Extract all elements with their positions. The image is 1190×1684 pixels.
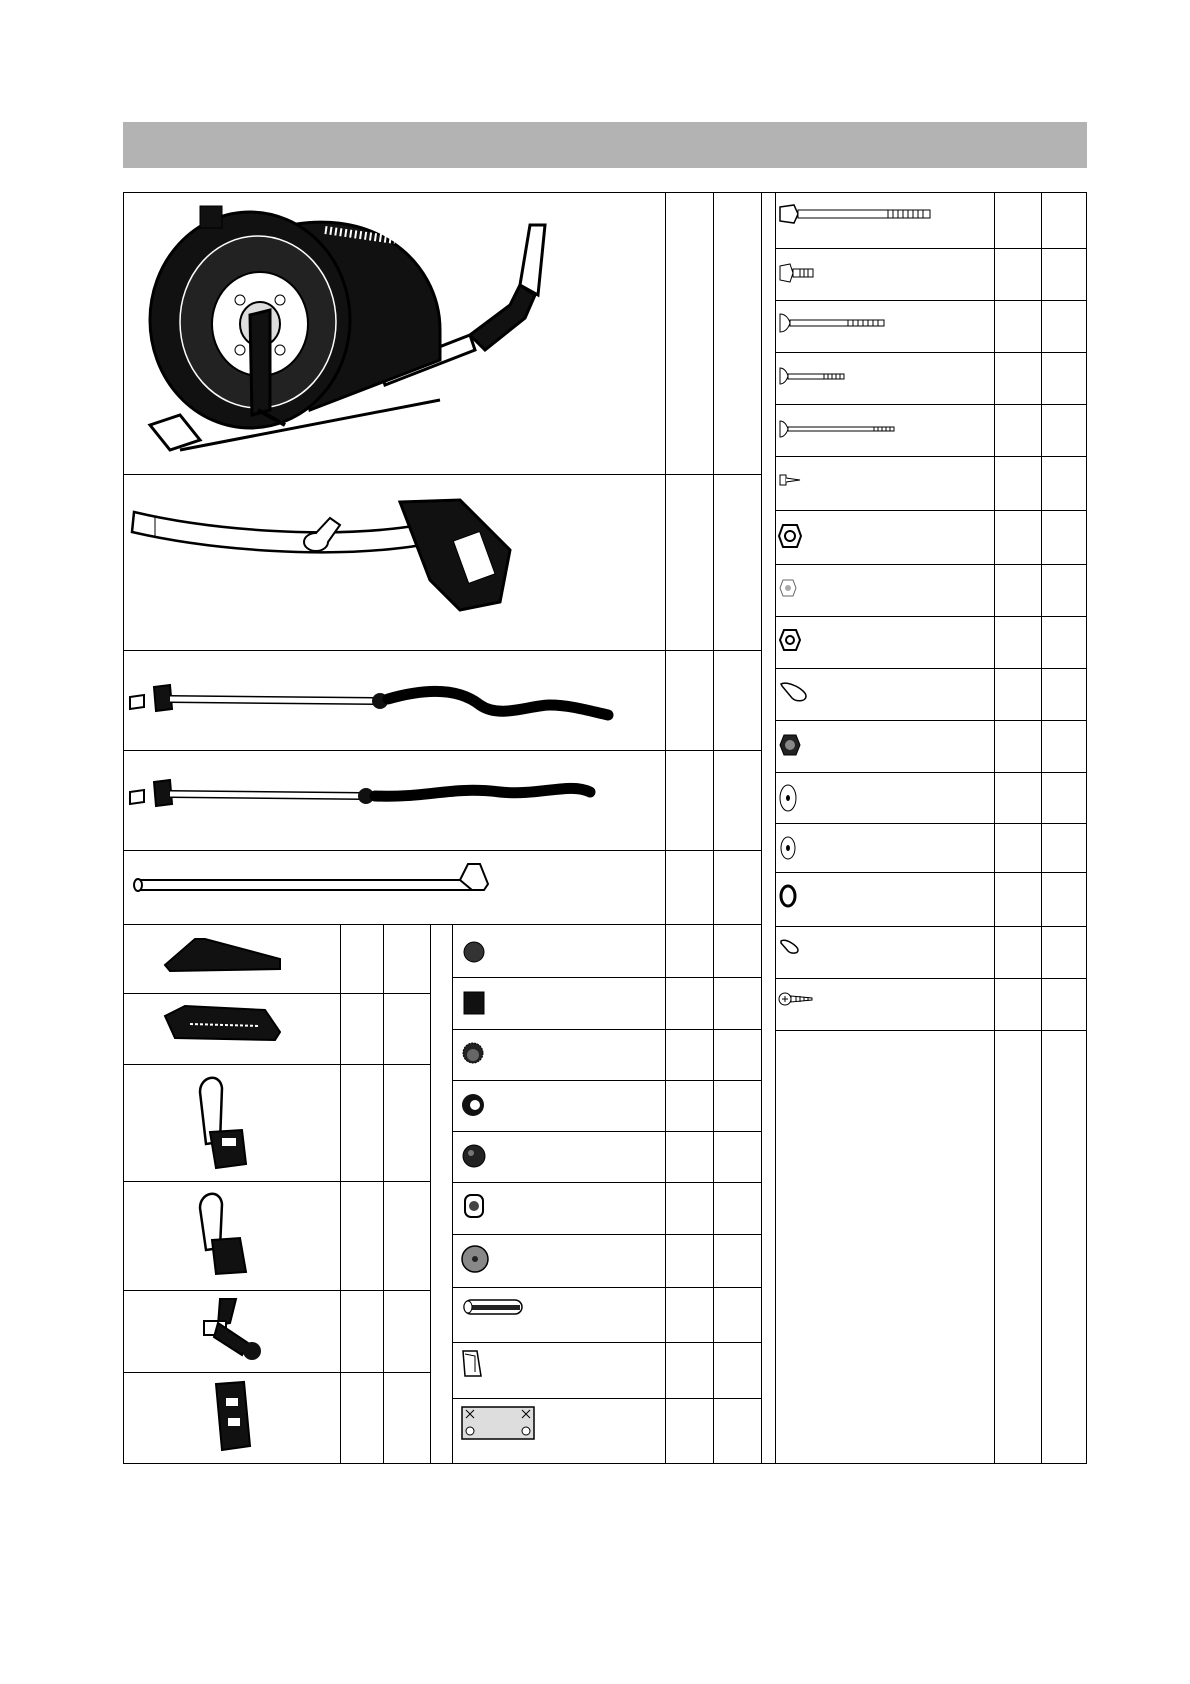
grid-line [452,924,453,1464]
grid-line [452,1234,761,1235]
grid-line [452,1029,761,1030]
grid-line [1041,192,1042,1464]
pedal-right-icon [165,1002,285,1047]
thin-long-bolt-icon [778,418,898,440]
grid-line [761,192,762,1464]
grid-line [340,924,341,1464]
handlebar-right-icon [130,770,610,830]
adjustment-knob-icon [460,1040,486,1066]
grid-line [123,650,761,651]
grid-line [665,192,666,1464]
spacer-icon [462,1193,486,1219]
small-nut-icon [778,578,798,598]
mounting-plate-icon [460,1405,536,1441]
grid-line [123,1181,430,1182]
carriage-bolt-short-icon [778,365,848,387]
grid-line [452,1080,761,1081]
grid-line [452,1182,761,1183]
handlebar-left-icon [130,675,610,735]
grid-line [775,872,1087,873]
small-screw-icon [778,472,808,488]
large-nyloc-nut-icon [778,522,804,550]
dome-cap-icon [461,1143,487,1169]
grid-line [775,564,1087,565]
grid-line [775,823,1087,824]
pedal-arm-right-icon [190,1188,265,1278]
grid-line [775,352,1087,353]
grid-line [430,924,431,1464]
bushing-icon [460,1092,486,1118]
medium-washer-icon [778,834,798,862]
grid-line [775,456,1087,457]
grid-line [775,668,1087,669]
wheel-icon [460,1244,490,1274]
rear-stabilizer-icon [132,858,502,908]
cover-cap-icon [210,1380,260,1455]
lock-washer-icon [778,884,798,908]
axle-tube-icon [460,1297,526,1317]
hex-nut-icon [778,628,802,652]
grid-line [775,510,1087,511]
carriage-bolt-long-icon [778,312,888,334]
grid-line [775,1030,1087,1031]
square-end-cap-icon [462,990,486,1016]
grid-line [775,192,776,1464]
grid-line [452,1342,761,1343]
grid-line [123,474,761,475]
grid-line [123,750,761,751]
round-end-cap-icon [462,940,486,964]
grid-line [123,924,761,925]
grid-line [123,1290,430,1291]
pedal-arm-left-icon [190,1072,265,1172]
grid-line [452,977,761,978]
grid-line [123,1064,430,1065]
grid-line [775,720,1087,721]
clip-icon [460,1348,484,1380]
grid-line [452,1287,761,1288]
phillips-screw-icon [778,990,818,1008]
short-hex-bolt-icon [778,262,818,284]
grid-line [713,192,714,1464]
grid-line [775,404,1087,405]
grid-line [775,616,1087,617]
grid-line [452,1131,761,1132]
pedal-left-icon [165,935,285,975]
grid-line [994,192,995,1464]
grid-line [775,248,1087,249]
grid-line [123,850,761,851]
spring-clip-icon [778,680,812,704]
grid-line [775,772,1087,773]
large-washer-icon [778,782,798,814]
small-clip-icon [778,938,804,958]
front-post-with-console-icon [130,490,530,640]
main-frame-flywheel-icon [140,200,580,460]
grid-line [452,1398,761,1399]
grid-line [775,926,1087,927]
grid-line [775,978,1087,979]
grid-line [775,300,1087,301]
grid-line [123,993,430,994]
grid-line [123,1372,430,1373]
long-hex-bolt-icon [778,203,938,225]
tension-knob-icon [200,1295,270,1365]
cap-nut-icon [778,733,802,757]
grid-line [383,924,384,1464]
section-header-band [123,122,1087,168]
